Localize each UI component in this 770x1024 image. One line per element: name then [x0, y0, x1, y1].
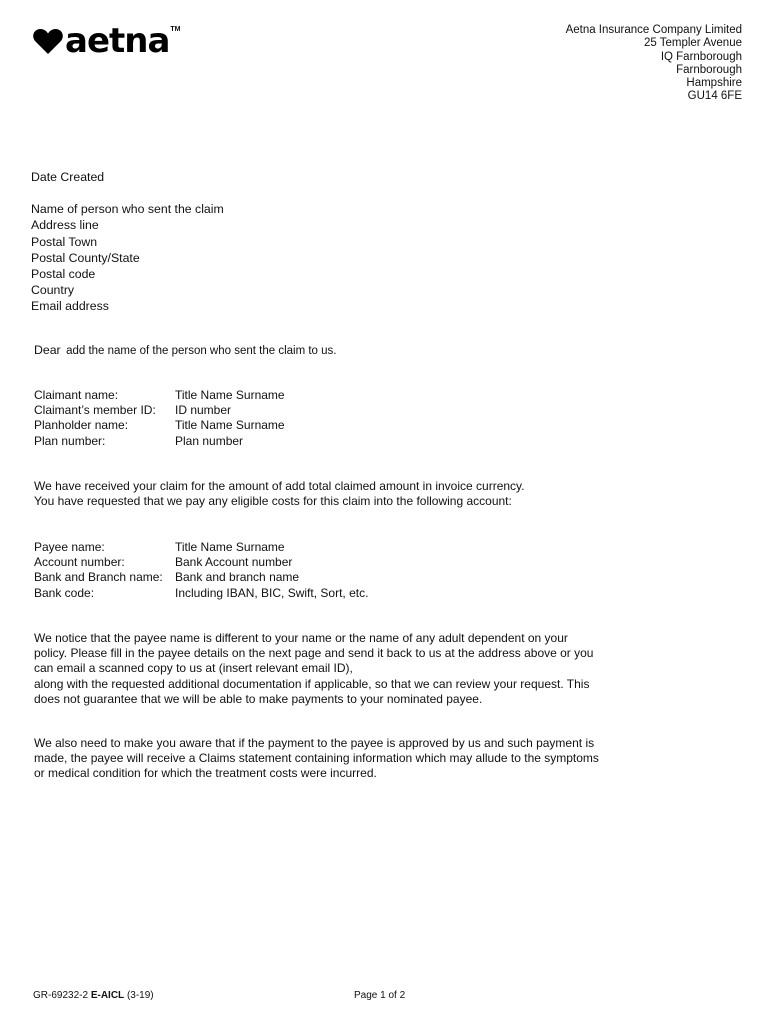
amount-placeholder: add total claimed amount in invoice currency.: [285, 479, 525, 493]
sender-county: Postal County/State: [31, 250, 140, 265]
detail-value: Plan number: [175, 433, 244, 448]
payee-value: Bank and branch name: [175, 570, 300, 585]
awareness-paragraph: [34, 736, 634, 782]
sender-country: Country: [31, 283, 75, 298]
form-variant: E-AICL: [90, 990, 125, 1001]
notice-paragraph: [34, 631, 634, 707]
address-line: Farnborough: [676, 63, 742, 76]
payee-row: [34, 586, 368, 601]
awareness-line: We also need to make you aware that if the payment to the payee is approved by us and such payment is: [34, 736, 595, 750]
detail-label: Claimant name:: [34, 388, 119, 402]
payee-value: Including IBAN, BIC, Swift, Sort, etc.: [175, 585, 369, 600]
recipient-block: [31, 169, 224, 315]
received-line2: You have requested that we pay any eligible costs for this claim into the following account:: [34, 494, 512, 509]
detail-row: [34, 403, 285, 418]
company-address: [566, 24, 742, 104]
trademark-mark: TM: [170, 26, 181, 33]
payee-label: Bank code:: [34, 585, 95, 600]
page-number: Page 1 of 2: [354, 990, 406, 1001]
aetna-logo: [33, 22, 181, 60]
greeting-placeholder: add the name of the person who sent the claim to us.: [66, 345, 337, 357]
form-number: GR-69232-2: [33, 990, 89, 1001]
detail-row: [34, 418, 285, 433]
address-line: GU14 6FE: [687, 90, 742, 103]
payee-label: Payee name:: [34, 540, 105, 554]
sender-town: Postal Town: [31, 234, 98, 249]
greeting-dear: Dear: [34, 343, 61, 357]
sender-email: Email address: [31, 299, 109, 314]
heart-shape: [33, 29, 63, 54]
received-paragraph: [34, 479, 634, 509]
form-date: (3-19): [126, 990, 154, 1001]
awareness-line: or medical condition for which the treatment costs were incurred.: [34, 766, 377, 781]
detail-label: Planholder name:: [34, 418, 129, 433]
heart-icon: [33, 27, 63, 55]
received-prefix: We have received your claim for the amount of: [34, 479, 282, 493]
notice-line: We notice that the payee name is different to your name or the name of any adult dependent on your: [34, 631, 568, 645]
detail-value: Title Name Surname: [175, 418, 285, 433]
claim-details: [34, 388, 285, 449]
detail-row: [34, 434, 285, 449]
detail-label: Plan number:: [34, 433, 106, 448]
detail-value: ID number: [175, 403, 232, 418]
payee-details: [34, 540, 368, 601]
form-code: [33, 990, 154, 1001]
greeting: [34, 343, 337, 357]
sender-address: Address line: [31, 218, 99, 233]
awareness-line: made, the payee will receive a Claims statement containing information which may allude to the symptoms: [34, 751, 599, 766]
address-line: 25 Templer Avenue: [643, 37, 742, 50]
address-line: Aetna Insurance Company Limited: [565, 24, 742, 36]
address-line: Hampshire: [686, 77, 742, 90]
notice-line: policy. Please fill in the payee details on the next page and send it back to us at the address above or you: [34, 646, 594, 661]
notice-line: does not guarantee that we will be able to make payments to your nominated payee.: [34, 691, 483, 706]
payee-value: Title Name Surname: [175, 540, 285, 554]
payee-row: [34, 570, 368, 585]
detail-label: Claimant’s member ID:: [34, 403, 156, 418]
payee-row: [34, 540, 368, 555]
detail-value: Title Name Surname: [175, 388, 285, 402]
payee-label: Account number:: [34, 555, 125, 570]
notice-line: along with the requested additional documentation if applicable, so that we can review your request. This: [34, 676, 590, 691]
payee-value: Bank Account number: [175, 555, 293, 570]
payee-row: [34, 555, 368, 570]
notice-line: can email a scanned copy to us at (insert relevant email ID),: [34, 661, 353, 676]
date-created: Date Created: [31, 170, 105, 184]
logo-wordmark: aetna: [65, 21, 170, 61]
sender-name: Name of person who sent the claim: [31, 202, 224, 217]
detail-row: [34, 388, 285, 403]
sender-postcode: Postal code: [31, 267, 96, 282]
address-line: IQ Farnborough: [660, 50, 742, 63]
payee-label: Bank and Branch name:: [34, 570, 163, 585]
